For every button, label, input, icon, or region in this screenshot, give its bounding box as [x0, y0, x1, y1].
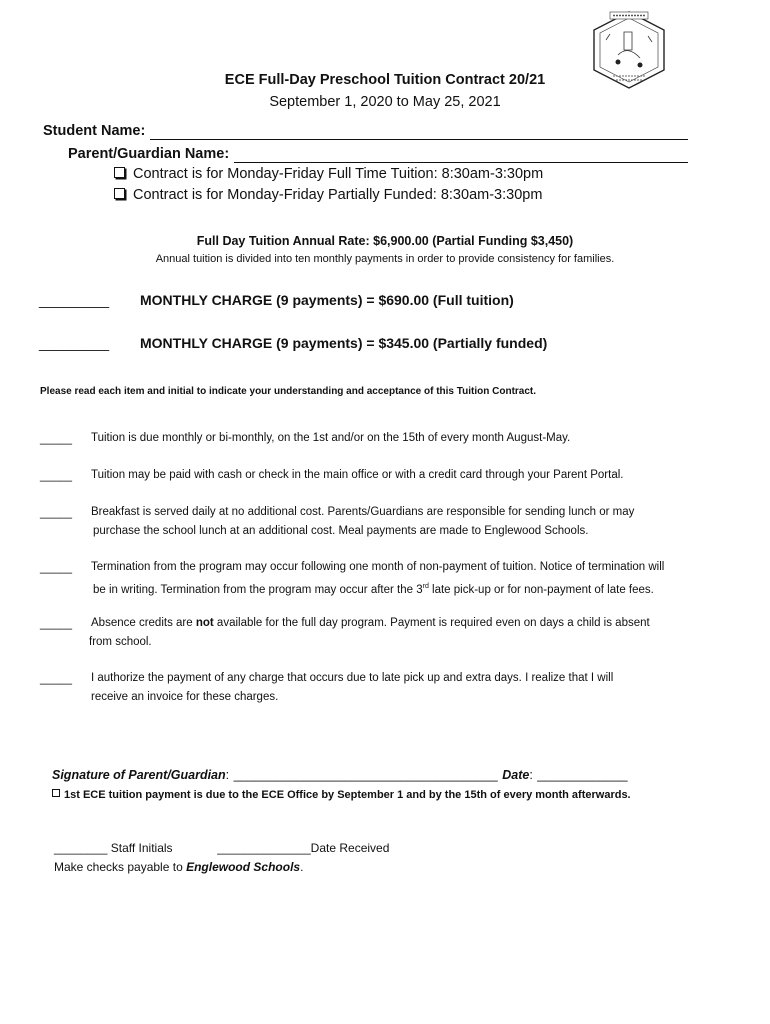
- instructions: Please read each item and initial to indicate your understanding and acceptance of this Tuition Contract.: [40, 386, 537, 397]
- option-full-time[interactable]: [114, 166, 543, 182]
- charge-partial: MONTHLY CHARGE (9 payments) = $345.00 (Partially funded): [140, 335, 548, 351]
- contract-dates: September 1, 2020 to May 25, 2021: [269, 94, 501, 110]
- item-meals-line2: purchase the school lunch at an additional cost. Meal payments are made to Englewood Schools.: [93, 525, 589, 537]
- staff-initials-line[interactable]: ________: [54, 841, 108, 855]
- student-name-label: Student Name:: [43, 123, 146, 139]
- parent-name-line[interactable]: [234, 148, 688, 163]
- item-authorize-line1: I authorize the payment of any charge that occurs due to late pick up and extra days. I realize that I will: [91, 672, 614, 684]
- parent-name-field[interactable]: [68, 145, 688, 163]
- date-received-line[interactable]: ______________: [217, 841, 311, 855]
- student-name-line[interactable]: [150, 125, 688, 140]
- item-initial[interactable]: _____: [40, 618, 72, 630]
- item-initial[interactable]: _____: [40, 562, 72, 574]
- item-tuition-due: Tuition is due monthly or bi-monthly, on the 1st and/or on the 15th of every month August-May.: [91, 432, 571, 444]
- option-label: Contract is for Monday-Friday Full Time Tuition: 8:30am-3:30pm: [133, 166, 544, 182]
- parent-name-label: Parent/Guardian Name:: [68, 146, 230, 162]
- item-absence-line2: from school.: [89, 636, 152, 648]
- item-initial[interactable]: _____: [40, 673, 72, 685]
- signature-line[interactable]: ______________________________________: [233, 768, 498, 782]
- item-absence-line1: Absence credits are not available for the full day program. Payment is required even on days a child is absent: [91, 617, 650, 629]
- charge-full-initial[interactable]: _________: [39, 292, 110, 308]
- checks-payable: Make checks payable to Englewood Schools.: [54, 860, 304, 874]
- item-initial[interactable]: _____: [40, 433, 72, 445]
- date-label: Date: [502, 768, 530, 782]
- annual-rate: Full Day Tuition Annual Rate: $6,900.00 (Partial Funding $3,450): [196, 234, 574, 248]
- item-initial[interactable]: _____: [40, 470, 72, 482]
- item-authorize-line2: receive an invoice for these charges.: [91, 691, 279, 703]
- item-termination-line2: be in writing. Termination from the program may occur after the 3rd late pick-up or for non-payment of late fees.: [93, 583, 654, 596]
- charge-full: MONTHLY CHARGE (9 payments) = $690.00 (Full tuition): [140, 292, 514, 308]
- signature-row[interactable]: Signature of Parent/Guardian: ______________________________________ Date: _____________: [52, 768, 628, 782]
- item-payment-methods: Tuition may be paid with cash or check in the main office or with a credit card through your Parent Portal.: [91, 469, 624, 481]
- office-use-row: [54, 841, 389, 855]
- checkbox[interactable]: [114, 188, 125, 199]
- payment-due-notice: 1st ECE tuition payment is due to the ECE Office by September 1 and by the 15th of every month afterwards.: [52, 789, 631, 801]
- student-name-field[interactable]: [43, 122, 688, 140]
- item-termination-line1: Termination from the program may occur following one month of non-payment of tuition. Notice of termination will: [91, 561, 665, 573]
- rate-note: Annual tuition is divided into ten monthly payments in order to provide consistency for families.: [155, 253, 615, 265]
- item-meals-line1: Breakfast is served daily at no additional cost. Parents/Guardians are responsible for sending lunch or may: [91, 506, 635, 518]
- date-line[interactable]: _____________: [537, 768, 628, 782]
- charge-partial-initial[interactable]: _________: [39, 335, 110, 351]
- checkbox[interactable]: [114, 167, 125, 178]
- option-label: Contract is for Monday-Friday Partially Funded: 8:30am-3:30pm: [133, 187, 543, 203]
- item-initial[interactable]: _____: [40, 507, 72, 519]
- bullet-box-icon: [52, 789, 60, 797]
- date-received-label: Date Received: [310, 841, 390, 855]
- signature-label: Signature of Parent/Guardian: [52, 768, 226, 782]
- option-partially-funded[interactable]: [114, 187, 542, 203]
- staff-initials-label: Staff Initials: [107, 841, 173, 855]
- document-title: ECE Full-Day Preschool Tuition Contract 20/21: [224, 72, 546, 88]
